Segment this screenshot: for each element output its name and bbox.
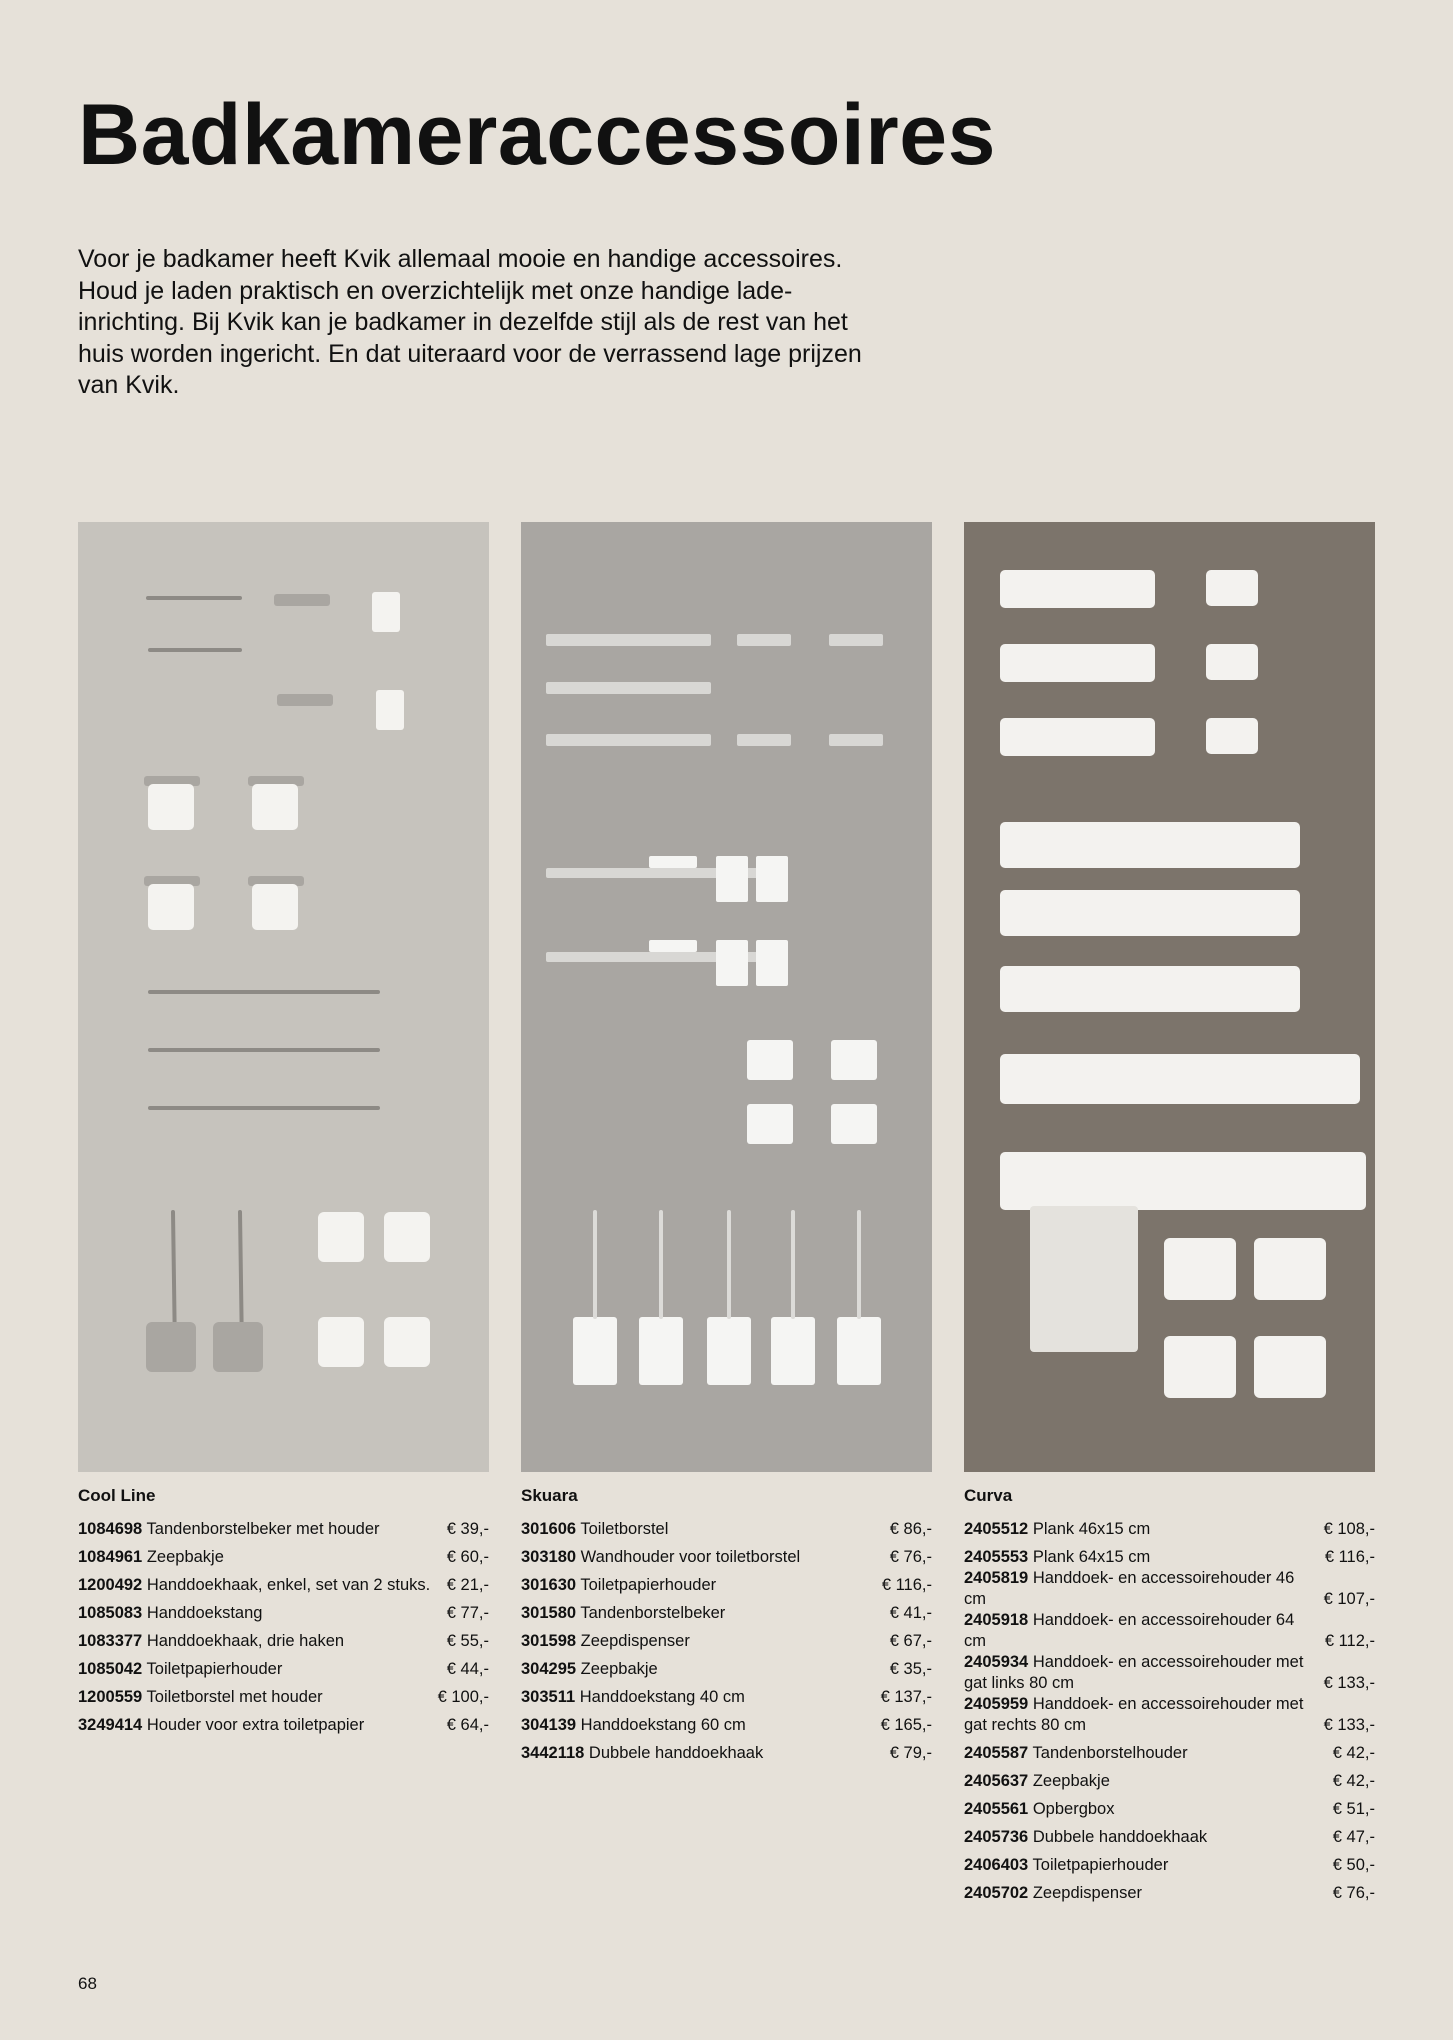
product-description: Opbergbox [1032,1800,1115,1818]
product-description: Handdoekstang [146,1604,263,1622]
product-code: 1200559 [78,1688,143,1706]
product-description: Tandenborstelbeker [580,1604,726,1622]
product-description: Plank 64x15 cm [1032,1548,1151,1566]
product-code: 2405819 [964,1569,1029,1587]
product-code: 303511 [521,1688,576,1706]
product-price: € 133,- [1323,1716,1375,1734]
list-item [964,1512,1375,1540]
product-price: € 21,- [446,1576,489,1594]
product-code: 2406403 [964,1856,1029,1874]
product-description: Zeepbakje [580,1660,658,1678]
list-item [964,1848,1375,1876]
product-description: Dubbele handdoekhaak [588,1744,764,1762]
product-code: 2405736 [964,1828,1029,1846]
product-code: 2405959 [964,1695,1029,1713]
collection-title: Skuara [521,1486,578,1505]
product-price: € 112,- [1324,1632,1375,1650]
collection-title: Curva [964,1486,1013,1505]
product-code: 1084698 [78,1520,143,1538]
page-title: Badkameraccessoires [78,87,996,183]
list-item [78,1680,489,1708]
list-item [521,1652,932,1680]
product-description: Plank 46x15 cm [1032,1520,1151,1538]
list-item [964,1652,1375,1694]
curva-product-list [964,1484,1375,1904]
product-description: Tandenborstelbeker met houder [146,1520,380,1538]
product-price: € 76,- [1332,1884,1375,1902]
skuara-product-list [521,1484,932,1764]
list-item [521,1736,932,1764]
product-price: € 107,- [1323,1590,1375,1608]
cool-line-product-photo [78,522,489,1472]
product-code: 2405934 [964,1653,1029,1671]
product-description: Toiletpapierhouder [580,1576,717,1594]
product-price: € 67,- [889,1632,932,1650]
list-item [964,1694,1375,1736]
skuara-product-photo [521,522,932,1472]
product-price: € 47,- [1332,1828,1375,1846]
list-item [964,1568,1375,1610]
product-price: € 79,- [889,1744,932,1762]
product-description: Handdoekhaak, enkel, set van 2 stuks. [146,1576,431,1594]
product-price: € 165,- [880,1716,932,1734]
page-number: 68 [78,1974,97,1993]
product-price: € 55,- [446,1632,489,1650]
product-code: 301580 [521,1604,577,1622]
product-code: 304139 [521,1716,577,1734]
product-code: 303180 [521,1548,577,1566]
product-price: € 50,- [1332,1856,1375,1874]
product-description: Zeepdispenser [1032,1884,1142,1902]
product-price: € 86,- [889,1520,932,1538]
product-description: Houder voor extra toiletpapier [146,1716,365,1734]
product-price: € 116,- [881,1576,932,1594]
list-item [521,1708,932,1736]
product-description: Wandhouder voor toiletborstel [580,1548,801,1566]
product-code: 304295 [521,1660,577,1678]
product-description: Dubbele handdoekhaak [1032,1828,1208,1846]
product-price: € 51,- [1332,1800,1375,1818]
intro-text: Voor je badkamer heeft Kvik allemaal mooie en handige accessoires. Houd je laden praktisch en overzichtelijk met onze handige lade-inrichting. Bij Kvik kan je badkamer in dezelfde stijl als de rest van het huis worden ingericht. En dat uiteraard voor de verrassend lage prijzen van Kvik. [78,245,862,399]
product-description: Toiletborstel [580,1520,669,1538]
list-item [78,1540,489,1568]
cool-line-product-list [78,1484,489,1736]
product-price: € 116,- [1324,1548,1375,1566]
product-code: 301606 [521,1520,577,1538]
product-code: 2405918 [964,1611,1029,1629]
product-description: Tandenborstelhouder [1032,1744,1188,1762]
list-item [964,1876,1375,1904]
product-code: 3442118 [521,1744,585,1762]
product-price: € 41,- [889,1604,932,1622]
product-description: Handdoek- en accessoirehouder 64 cm [964,1611,1295,1650]
product-description: Toiletpapierhouder [146,1660,283,1678]
product-code: 1085042 [78,1660,143,1678]
product-code: 1085083 [78,1604,143,1622]
list-item [78,1652,489,1680]
list-item [521,1568,932,1596]
product-price: € 76,- [889,1548,932,1566]
list-item [521,1624,932,1652]
product-description: Toiletpapierhouder [1032,1856,1169,1874]
product-price: € 108,- [1323,1520,1375,1538]
product-code: 2405512 [964,1520,1029,1538]
product-description: Zeepdispenser [580,1632,690,1650]
product-description: Handdoek- en accessoirehouder met gat rechts 80 cm [964,1695,1304,1734]
list-item [964,1764,1375,1792]
product-description: Zeepbakje [1032,1772,1110,1790]
list-item [521,1596,932,1624]
product-price: € 35,- [889,1660,932,1678]
product-description: Handdoekhaak, drie haken [146,1632,345,1650]
list-item [964,1792,1375,1820]
product-price: € 64,- [446,1716,489,1734]
list-item [521,1512,932,1540]
list-item [78,1568,489,1596]
product-price: € 137,- [880,1688,932,1706]
product-description: Zeepbakje [146,1548,224,1566]
list-item [521,1680,932,1708]
list-item [78,1708,489,1736]
product-code: 301598 [521,1632,577,1650]
product-price: € 100,- [437,1688,489,1706]
product-code: 2405587 [964,1744,1029,1762]
curva-product-photo [964,522,1375,1472]
product-description: Handdoek- en accessoirehouder 46 cm [964,1569,1295,1608]
product-code: 2405553 [964,1548,1029,1566]
product-price: € 77,- [446,1604,489,1622]
product-price: € 44,- [446,1660,489,1678]
product-code: 3249414 [78,1716,143,1734]
product-description: Handdoekstang 40 cm [579,1688,745,1706]
product-price: € 42,- [1332,1744,1375,1762]
product-price: € 39,- [446,1520,489,1538]
list-item [78,1624,489,1652]
product-price: € 60,- [446,1548,489,1566]
product-code: 1083377 [78,1632,143,1650]
product-code: 1084961 [78,1548,143,1566]
list-item [964,1820,1375,1848]
product-code: 2405561 [964,1800,1029,1818]
list-item [78,1512,489,1540]
list-item [521,1540,932,1568]
list-item [78,1596,489,1624]
product-description: Handdoekstang 60 cm [580,1716,746,1734]
list-item [964,1736,1375,1764]
product-price: € 133,- [1323,1674,1375,1692]
product-description: Toiletborstel met houder [146,1688,323,1706]
product-price: € 42,- [1332,1772,1375,1790]
product-code: 2405702 [964,1884,1029,1902]
product-code: 1200492 [78,1576,143,1594]
product-code: 301630 [521,1576,577,1594]
product-description: Handdoek- en accessoirehouder met gat links 80 cm [964,1653,1304,1692]
product-code: 2405637 [964,1772,1029,1790]
list-item [964,1540,1375,1568]
collection-title: Cool Line [78,1486,156,1505]
list-item [964,1610,1375,1652]
